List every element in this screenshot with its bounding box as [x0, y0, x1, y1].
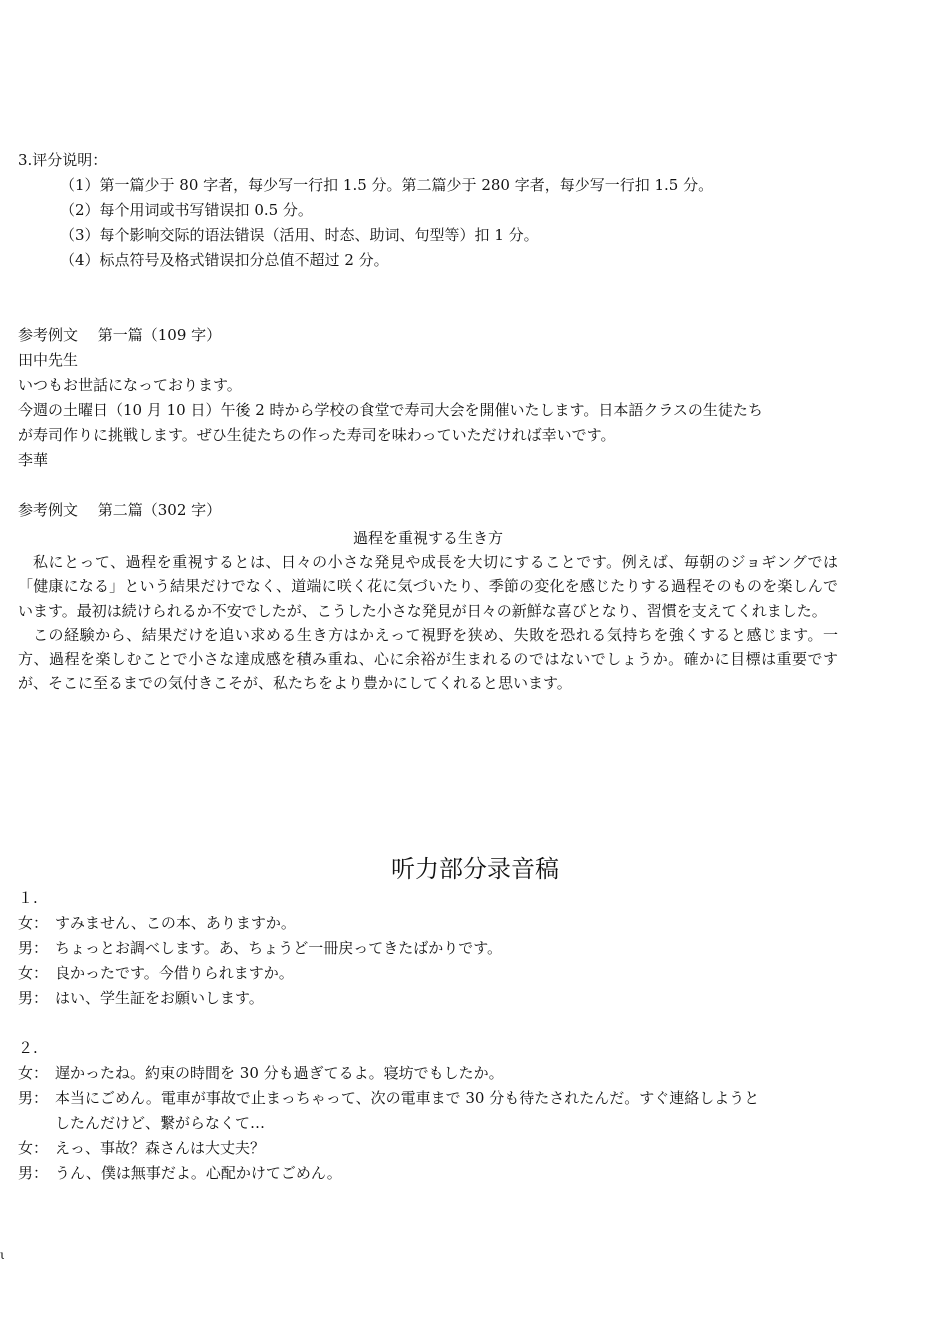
sample2-paragraph-2: この経験から、結果だけを追い求める生き方はかえって視野を狭め、失敗を恐れる気持ちを強くすると感じます。一方、過程を楽しむことで小さな達成感を積み重ね、心に余裕が生まれるのではないでしょうか。確かに目標は重要ですが、そこに至るまでの気付きこそが、私たちをより豊かにしてくれると思います。 [18, 625, 838, 693]
dialogue2-line [18, 1088, 759, 1108]
dialogue-text: 遅かったね。約束の時間を 30 分も過ぎてるよ。寝坊でもしたか。 [55, 1064, 504, 1082]
speaker-label: 男： [18, 1164, 49, 1182]
sample1-recipient: 田中先生 [18, 351, 79, 369]
speaker-label: 男： [18, 1089, 49, 1107]
sample2-body [18, 550, 838, 696]
dialogue-text: ちょっとお調べします。あ、ちょうど一冊戻ってきたばかりです。 [55, 939, 503, 957]
sample1-header: 参考例文 第一篇（109 字） [18, 326, 222, 344]
scoring-item-1: （1）第一篇少于 80 字者，每少写一行扣 1.5 分。第二篇少于 280 字者，每少写一行扣 1.5 分。 [60, 176, 714, 194]
speaker-label: 女： [18, 914, 49, 932]
speaker-label: 女： [18, 1064, 49, 1082]
dialogue2-number: ２. [18, 1039, 38, 1057]
dialogue-text: うん、僕は無事だよ。心配かけてごめん。 [55, 1164, 342, 1182]
dialogue1-line [18, 913, 296, 933]
sample1-body-line1: 今週の土曜日（10 月 10 日）午後 2 時から学校の食堂で寿司大会を開催いたします。日本語クラスの生徒たち [18, 401, 763, 419]
scoring-item-2: （2）每个用词或书写错误扣 0.5 分。 [60, 201, 313, 219]
speaker-label: 男： [18, 989, 49, 1007]
dialogue1-line [18, 938, 502, 958]
dialogue-text: 本当にごめん。電車が事故で止まっちゃって、次の電車まで 30 分も待たされたんだ。すぐ連絡しようと [55, 1089, 760, 1107]
dialogue1-number: １. [18, 889, 38, 907]
sample2-header: 参考例文 第二篇（302 字） [18, 501, 222, 519]
dialogue-text: したんだけど、繋がらなくて… [55, 1114, 266, 1132]
dialogue-text: 良かったです。今借りられますか。 [55, 964, 294, 982]
dialogue2-line [18, 1063, 504, 1083]
margin-mark: ι [0, 1248, 5, 1262]
speaker-label: 女： [18, 964, 49, 982]
dialogue-text: はい、学生証をお願いします。 [55, 989, 264, 1007]
dialogue2-line [18, 1163, 342, 1183]
sample2-paragraph-1: 私にとって、過程を重視するとは、日々の小さな発見や成長を大切にすることです。例えば、毎朝のジョギングでは「健康になる」という結果だけでなく、道端に咲く花に気づいたり、季節の変化を感じたりする過程そのものを楽しんでいます。最初は続けられるか不安でしたが、こうした小さな発見が日々の新鮮な喜びとなり、習慣を支えてくれました。 [18, 553, 838, 620]
listening-title: 听力部分录音稿 [391, 855, 559, 883]
dialogue2-line [18, 1138, 265, 1158]
dialogue1-line [18, 988, 264, 1008]
sample1-body-line2: が寿司作りに挑戦します。ぜひ生徒たちの作った寿司を味わっていただければ幸いです。 [18, 426, 616, 444]
dialogue-text: えっ、事故？森さんは大丈夫？ [55, 1139, 266, 1157]
scoring-heading: 3.评分说明： [18, 151, 108, 169]
sample1-signature: 李華 [18, 451, 49, 469]
scoring-item-4: （4）标点符号及格式错误扣分总值不超过 2 分。 [60, 251, 389, 269]
sample1-greeting: いつもお世話になっております。 [18, 376, 242, 394]
scoring-item-3: （3）每个影响交际的语法错误（活用、时态、助词、句型等）扣 1 分。 [60, 226, 539, 244]
dialogue-text: すみません、この本、ありますか。 [55, 914, 296, 932]
sample2-title: 過程を重視する生き方 [352, 529, 503, 547]
speaker-label: 男： [18, 939, 49, 957]
speaker-label: 女： [18, 1139, 49, 1157]
dialogue1-line [18, 963, 294, 983]
dialogue2-line-continuation [18, 1113, 265, 1133]
